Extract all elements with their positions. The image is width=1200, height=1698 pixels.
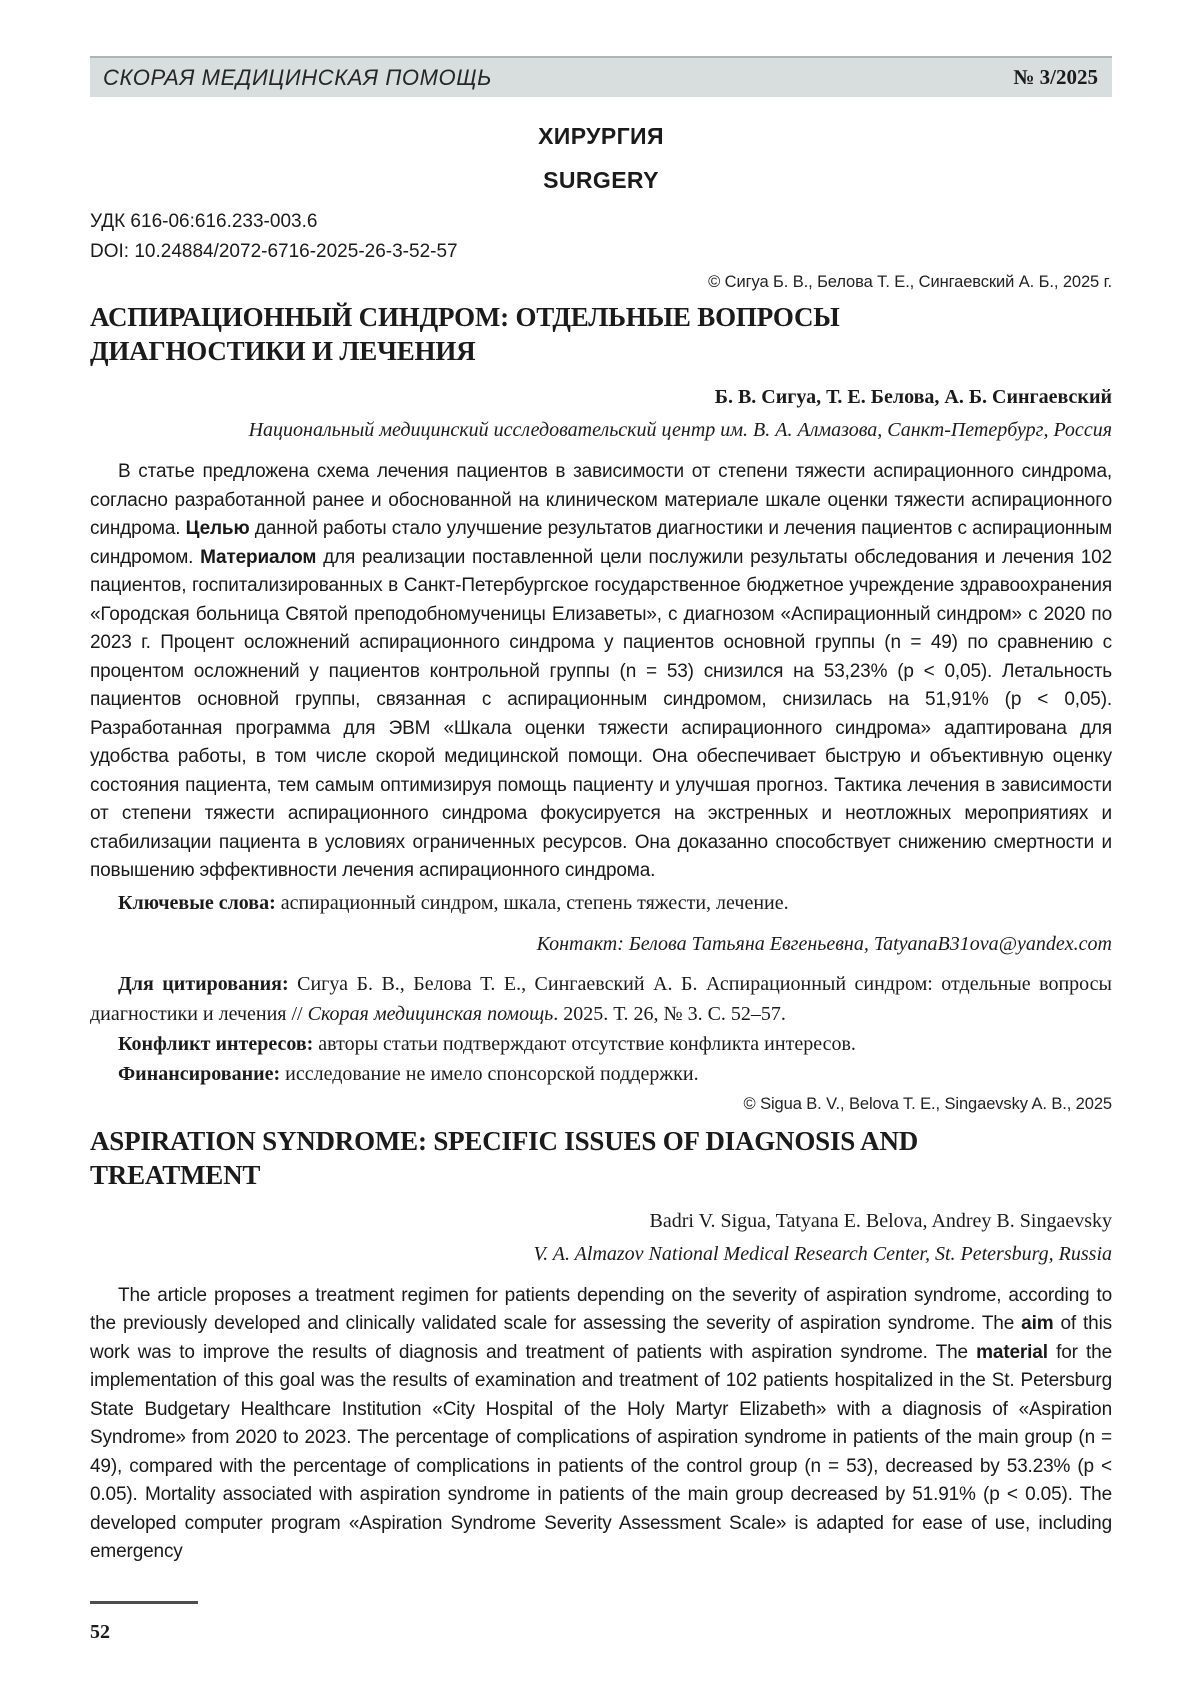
authors-ru: Б. В. Сигуа, Т. Е. Белова, А. Б. Сингаевский xyxy=(714,386,1112,408)
section-heading-ru: ХИРУРГИЯ xyxy=(538,123,664,149)
article-identifiers xyxy=(90,207,1112,267)
abstract-ru-aim-term: Целью xyxy=(185,518,250,539)
abstract-en-seg2: of this work was to improve the results of diagnosis and treatment of patients with aspiration syndrome. The xyxy=(90,1313,1112,1363)
citation-text-1: Сигуа Б. В., Белова Т. Е., Сингаевский А. Б. Аспирационный синдром: отдельные вопросы диагностики и лечения // xyxy=(90,972,1112,1025)
abstract-en-material-term: material xyxy=(976,1341,1048,1363)
funding-text: исследование не имело спонсорской поддержки. xyxy=(280,1062,699,1085)
citation-line xyxy=(90,969,1112,1029)
conflict-text: авторы статьи подтверждают отсутствие конфликта интересов. xyxy=(313,1032,856,1055)
journal-issue-number: № 3/2025 xyxy=(1013,65,1098,89)
citation-text-2: . 2025. Т. 26, № 3. С. 52–57. xyxy=(553,1002,786,1025)
page-footer xyxy=(90,1601,198,1644)
abstract-en xyxy=(90,1282,1112,1567)
footer-rule xyxy=(90,1601,198,1604)
abstract-en-seg1: The article proposes a treatment regimen for patients depending on the severity of aspiration syndrome, according to the previously developed and clinically validated scale for assessing the severity of aspiration syndrome. The xyxy=(90,1284,1112,1334)
abstract-ru-seg1: В статье предложена схема лечения пациентов в зависимости от степени тяжести аспирационного синдрома, согласно разработанной ранее и обоснованной на клиническом материале шкале оценки тяжести аспирационного синдрома. xyxy=(90,461,1112,539)
journal-header-bar xyxy=(90,56,1112,97)
abstract-ru-seg3: для реализации поставленной цели послужили результаты обследования и лечения 102 пациентов, госпитализированных в Санкт-Петербургское государственное бюджетное учреждение здравоохранения «Городская больница Святой преподобномученицы Елизаветы», с диагнозом «Аспирационный синдром» с 2020 по 2023 г. Процент осложнений аспирационного синдрома у пациентов основной группы (n = 49) по сравнению с процентом осложнений у пациентов контрольной группы (n = 53) снизился на 53,23% (p < 0,05). Летальность пациентов основной группы, связанная с аспирационным синдромом, снизилась на 51,91% (p < 0,05). Разработанная программа для ЭВМ «Шкала оценки тяжести аспирационного синдрома» адаптирована для удобства работы, в том числе скорой медицинской помощи. Она обеспечивает быструю и объективную оценку состояния пациента, тем самым оптимизируя помощь пациенту и улучшая прогноз. Тактика лечения в зависимости от степени тяжести аспирационного синдрома фокусируется на экстренных и неотложных мероприятиях и стабилизации пациента в условиях ограниченных ресурсов. Она доказанно способствует снижению смертности и повышению эффективности лечения аспирационного синдрома. xyxy=(90,546,1112,881)
copyright-en: © Sigua B. V., Belova T. E., Singaevsky A. B., 2025 xyxy=(743,1094,1112,1113)
contact-line: Контакт: Белова Татьяна Евгеньевна, TatyanaB31ova@yandex.com xyxy=(536,932,1112,955)
keywords-ru xyxy=(90,889,1112,918)
article-title-en: ASPIRATION SYNDROME: SPECIFIC ISSUES OF DIAGNOSIS AND TREATMENT xyxy=(90,1125,919,1190)
abstract-en-seg3: for the implementation of this goal was the results of examination and treatment of 102 patients hospitalized in the St. Petersburg State Budgetary Healthcare Institution «City Hospital of the Holy Martyr Elizabeth» with a diagnosis of «Aspiration Syndrome» from 2020 to 2023. The percentage of complications of aspiration syndrome in patients of the main group (n = 49), compared with the percentage of complications in patients of the control group (n = 53), decreased by 53.23% (p < 0.05). Mortality associated with aspiration syndrome in patients of the main group decreased by 51.91% (p < 0.05). The developed computer program «Aspiration Syndrome Severity Assessment Scale» is adapted for ease of use, including emergency xyxy=(90,1341,1112,1562)
keywords-text: аспирационный синдром, шкала, степень тяжести, лечение. xyxy=(275,891,789,914)
abstract-en-aim-term: aim xyxy=(1021,1313,1054,1334)
abstract-ru-seg2: данной работы стало улучшение результатов диагностики и лечения пациентов с аспирационным синдромом. xyxy=(90,518,1112,568)
funding-label: Финансирование: xyxy=(118,1062,281,1085)
citation-label: Для цитирования: xyxy=(118,972,289,995)
page-number: 52 xyxy=(90,1621,110,1643)
section-heading-en: SURGERY xyxy=(543,167,659,193)
authors-en: Badri V. Sigua, Tatyana E. Belova, Andrey B. Singaevsky xyxy=(649,1209,1112,1232)
conflict-of-interest-line xyxy=(90,1029,1112,1059)
conflict-label: Конфликт интересов: xyxy=(118,1032,314,1055)
affiliation-ru: Национальный медицинский исследовательский центр им. В. А. Алмазова, Санкт-Петербург, Россия xyxy=(248,419,1112,441)
funding-line xyxy=(90,1059,1112,1089)
journal-title: СКОРАЯ МЕДИЦИНСКАЯ ПОМОЩЬ xyxy=(103,64,493,90)
abstract-ru xyxy=(90,458,1112,886)
citation-block xyxy=(90,969,1112,1089)
affiliation-en: V. A. Almazov National Medical Research Center, St. Petersburg, Russia xyxy=(533,1242,1112,1265)
udk-code: УДК 616-06:616.233-003.6 xyxy=(90,211,318,232)
keywords-label: Ключевые слова: xyxy=(118,891,276,914)
citation-journal-name: Скорая медицинская помощь xyxy=(307,1002,554,1025)
doi-code: DOI: 10.24884/2072-6716-2025-26-3-52-57 xyxy=(90,241,458,262)
article-title-ru: АСПИРАЦИОННЫЙ СИНДРОМ: ОТДЕЛЬНЫЕ ВОПРОСЫ ДИАГНОСТИКИ И ЛЕЧЕНИЯ xyxy=(90,302,840,366)
abstract-ru-material-term: Материалом xyxy=(200,546,317,568)
copyright-ru: © Сигуа Б. В., Белова Т. Е., Сингаевский А. Б., 2025 г. xyxy=(708,273,1112,291)
